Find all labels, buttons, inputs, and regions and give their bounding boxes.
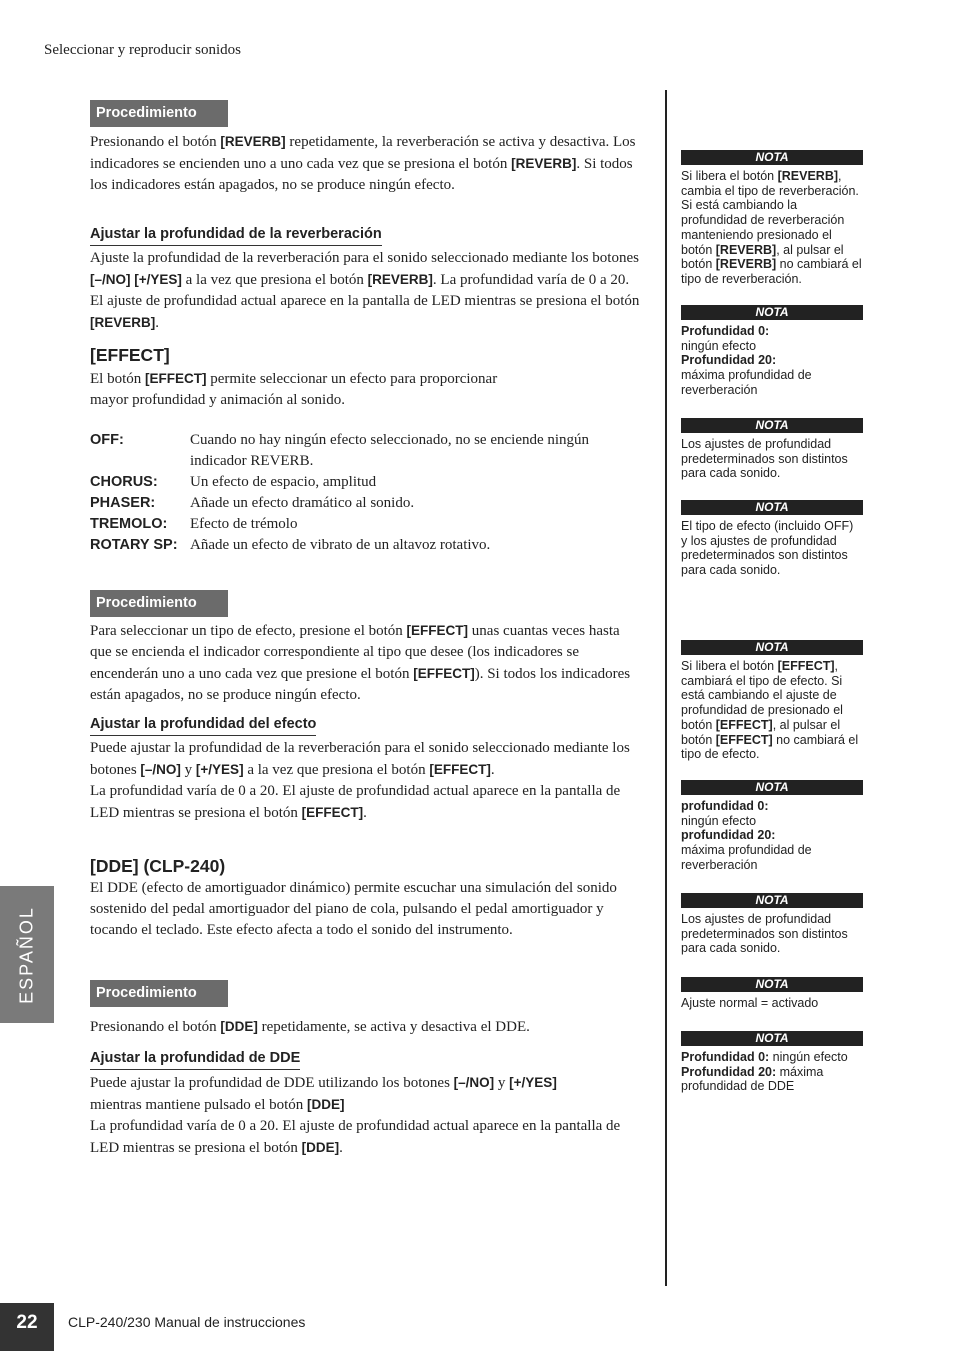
text: máxima profundidad de reverberación <box>681 843 812 872</box>
text: Profundidad 20: <box>681 353 777 368</box>
column-divider <box>665 90 667 1286</box>
effect-button-ref: [EFFECT] <box>413 666 475 681</box>
text: , cambiará el tipo de efecto. Si está cambiando el ajuste de profundidad de presionado el botón <box>681 659 843 732</box>
note-7 <box>681 893 863 956</box>
dde-button-ref: [DDE] <box>307 1097 345 1112</box>
text: Si libera el botón <box>681 659 778 673</box>
text: mayor profundidad y animación al sonido. <box>90 392 345 408</box>
running-header: Seleccionar y reproducir sonidos <box>44 42 242 58</box>
note-label: NOTA <box>681 893 863 908</box>
effect-type-row <box>90 535 645 556</box>
effect-type-row <box>90 493 645 514</box>
effect-heading: [EFFECT] <box>90 345 170 365</box>
note-9 <box>681 1031 863 1094</box>
text: . La profundidad varía de 0 a 20. El ajuste de profundidad actual aparece en la pantalla de LED mientras se presiona el botón <box>90 272 640 309</box>
text: máxima profundidad de reverberación <box>681 368 812 397</box>
text: a la vez que presiona el botón <box>243 762 430 778</box>
text: no cambiará el tipo de efecto. <box>681 732 859 762</box>
effect-button-ref: [EFFECT] <box>406 623 469 638</box>
text: Profundidad 0: <box>681 1050 770 1064</box>
text: a la vez que presiona el botón <box>181 272 368 288</box>
text: ningún efecto <box>681 338 757 353</box>
note-label: NOTA <box>681 418 863 433</box>
text: [EFFECT] <box>715 732 773 747</box>
text: La profundidad varía de 0 a 20. El ajuste de profundidad actual aparece en la pantalla de LED mientras se presiona el botón <box>90 1118 621 1156</box>
effect-depth-text <box>90 738 645 824</box>
text: unas cuantas veces hasta que se encienda el indicador correspondiente al tipo que desee (los indicadores se encenderán uno a uno cada vez que presione el botón <box>90 623 620 682</box>
text: Ajuste la profundidad de la reverberación para el sonido seleccionado mediante los botones <box>90 250 639 266</box>
note-3 <box>681 418 863 481</box>
no-yes-button-ref: [–/NO] [+/YES] <box>90 272 182 287</box>
effect-type-term: PHASER: <box>90 495 156 511</box>
effect-type-definition: Añade un efecto de vibrato de un altavoz rotativo. <box>190 537 491 553</box>
procedure-label: Procedimiento <box>90 100 228 127</box>
dde-button-ref: [DDE] <box>220 1019 258 1034</box>
dde-button-ref: [DDE] <box>301 1140 340 1155</box>
text: no cambiará el tipo de reverberación. <box>681 257 862 286</box>
effect-type-row <box>90 472 645 493</box>
reverb-button-ref: [REVERB] <box>367 272 433 287</box>
text: Ajuste normal = activado <box>681 996 819 1010</box>
effect-type-row <box>90 430 645 472</box>
effect-type-definition: Añade un efecto dramático al sonido. <box>190 495 415 511</box>
text: . <box>363 805 367 821</box>
text: permite seleccionar un efecto para proporcionar <box>206 371 498 387</box>
effect-type-definition: Efecto de trémolo <box>190 516 298 532</box>
text: Profundidad 0: <box>681 324 770 338</box>
effect-intro <box>90 368 645 411</box>
text: El botón <box>90 371 145 387</box>
text: profundidad 20: <box>681 828 776 843</box>
text: Los ajustes de profundidad predeterminados son distintos para cada sonido. <box>681 912 848 956</box>
text: profundidad 0: <box>681 799 769 813</box>
text: [EFFECT] <box>715 717 773 732</box>
dde-heading: [DDE] (CLP-240) <box>90 856 226 876</box>
text: ningún efecto <box>769 1050 848 1064</box>
no-button-ref: [–/NO] <box>453 1075 495 1090</box>
effect-type-definition: Un efecto de espacio, amplitud <box>190 474 377 490</box>
yes-button-ref: [+/YES] <box>509 1075 557 1090</box>
text: , al pulsar el botón <box>681 717 841 747</box>
text: [REVERB] <box>715 257 777 272</box>
dde-depth-text <box>90 1072 645 1159</box>
note-5 <box>681 640 863 762</box>
text: . <box>155 315 160 331</box>
note-1 <box>681 150 863 287</box>
page-number: 22 <box>0 1303 54 1351</box>
text: [REVERB] <box>777 169 839 183</box>
text: . <box>490 762 495 778</box>
note-label: NOTA <box>681 780 863 795</box>
language-label: ESPAÑOL <box>16 905 37 1004</box>
language-side-tab <box>0 886 54 1023</box>
dde-procedure-text <box>90 1016 645 1038</box>
text: y <box>180 762 196 778</box>
reverb-depth-heading: Ajustar la profundidad de la reverberación <box>90 225 382 246</box>
text: , cambia el tipo de reverberación. Si está cambiando la profundidad de reverberación manteniendo presionado el botón <box>681 169 859 257</box>
text: El DDE (efecto de amortiguador dinámico) permite escuchar una simulación del sonido sostenido del pedal amortiguador del piano de cola, pulsando el pedal amortiguador y tocando el teclado. Este efecto afecta a todo el sonido del instrumento. <box>90 880 617 938</box>
text: ). Si todos los indicadores están apagados, no se produce ningún efecto. <box>90 666 631 703</box>
note-label: NOTA <box>681 305 863 320</box>
procedure-label: Procedimiento <box>90 590 228 617</box>
effect-type-term: CHORUS: <box>90 474 158 490</box>
effect-button-ref: [EFFECT] <box>145 371 207 386</box>
text: repetidamente, la reverberación se activa y desactiva. Los indicadores se encienden uno a uno cada vez que se presiona el botón <box>90 134 636 172</box>
text: máxima profundidad de DDE <box>681 1064 824 1094</box>
text: mientras mantiene pulsado el botón <box>90 1097 308 1113</box>
footer-manual-title: CLP-240/230 Manual de instrucciones <box>68 1314 306 1330</box>
no-button-ref: [–/NO] <box>140 762 181 777</box>
text: El tipo de efecto (incluido OFF) y los ajustes de profundidad predeterminados son distintos para cada sonido. <box>681 519 854 578</box>
yes-button-ref: [+/YES] <box>195 762 244 777</box>
text: Los ajustes de profundidad predeterminados son distintos para cada sonido. <box>681 437 848 481</box>
text: [EFFECT] <box>777 659 835 673</box>
text: [REVERB] <box>715 242 777 257</box>
note-2 <box>681 305 863 398</box>
effect-type-row <box>90 514 645 535</box>
effect-depth-heading: Ajustar la profundidad del efecto <box>90 715 316 736</box>
note-4 <box>681 500 863 578</box>
dde-depth-heading: Ajustar la profundidad de DDE <box>90 1049 300 1070</box>
reverb-button-ref: [REVERB] <box>511 156 577 171</box>
text: Puede ajustar la profundidad de la reverberación para el sonido seleccionado mediante los botones <box>90 740 630 778</box>
text: y <box>494 1075 510 1091</box>
note-label: NOTA <box>681 500 863 515</box>
text: ningún efecto <box>681 813 757 828</box>
effect-type-term: ROTARY SP: <box>90 537 178 553</box>
reverb-procedure-text <box>90 131 645 196</box>
text: Puede ajustar la profundidad de DDE utilizando los botones <box>90 1075 454 1091</box>
note-label: NOTA <box>681 150 863 165</box>
effect-procedure-text <box>90 620 645 706</box>
note-label: NOTA <box>681 1031 863 1046</box>
effect-type-term: OFF: <box>90 432 124 448</box>
text: Profundidad 20: <box>681 1064 777 1079</box>
text: . <box>339 1140 343 1156</box>
text: repetidamente, se activa y desactiva el DDE. <box>257 1019 530 1035</box>
text: Si libera el botón <box>681 169 778 183</box>
effect-type-term: TREMOLO: <box>90 516 168 532</box>
note-label: NOTA <box>681 640 863 655</box>
text: . Si todos los indicadores están apagados, no se produce ningún efecto. <box>90 156 633 193</box>
note-6 <box>681 780 863 873</box>
text: Para seleccionar un tipo de efecto, presione el botón <box>90 623 407 639</box>
text: Presionando el botón <box>90 134 221 150</box>
text: , al pulsar el botón <box>681 242 844 272</box>
text: La profundidad varía de 0 a 20. El ajuste de profundidad actual aparece en la pantalla de LED mientras se presiona el botón <box>90 783 621 821</box>
reverb-depth-text <box>90 248 645 334</box>
reverb-button-ref: [REVERB] <box>220 134 286 149</box>
reverb-button-ref: [REVERB] <box>90 315 156 330</box>
procedure-label: Procedimiento <box>90 980 228 1007</box>
effect-type-list <box>90 430 645 556</box>
effect-button-ref: [EFFECT] <box>429 762 491 777</box>
note-label: NOTA <box>681 977 863 992</box>
dde-intro <box>90 878 645 941</box>
note-8 <box>681 977 863 1011</box>
effect-type-definition: Cuando no hay ningún efecto seleccionado, no se enciende ningún indicador REVERB. <box>190 432 590 469</box>
text: Presionando el botón <box>90 1019 221 1035</box>
effect-button-ref: [EFFECT] <box>301 805 364 820</box>
